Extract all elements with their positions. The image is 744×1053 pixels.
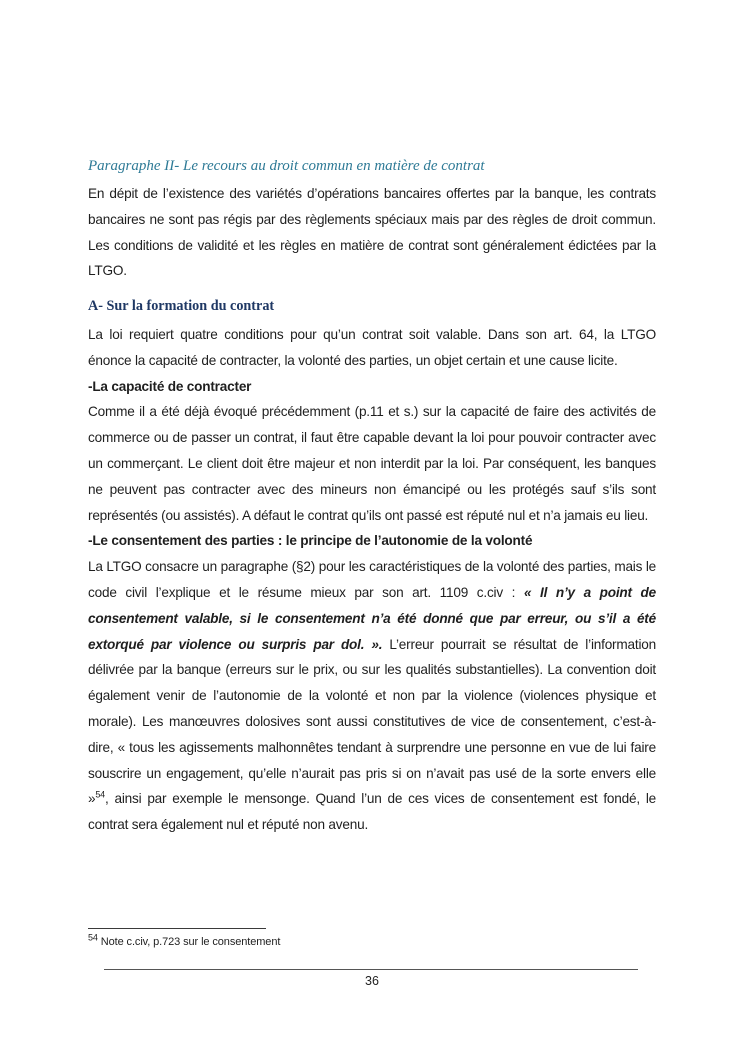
footnote-54-number: 54 bbox=[88, 932, 98, 943]
capacite-paragraph: Comme il a été déjà évoqué précédemment (p.11 et s.) sur la capacité de faire des activités de commerce ou de passer un contrat, il faut être capable devant la loi pour pouvoir contracter avec un commerçant. Le client doit être majeur et non interdit par la loi. Par conséquent, les banques ne peuvent pas contracter avec des mineurs non émancipé ou les protégés sauf s’ils sont représentés (ou assistés). A défaut le contrat qu’ils ont passé est réputé nul et n’a jamais eu lieu. bbox=[88, 404, 656, 523]
section-a-heading: A- Sur la formation du contrat bbox=[88, 298, 275, 315]
footnote-reference-54: 54 bbox=[95, 789, 105, 800]
paragraphe-ii-heading: Paragraphe II- Le recours au droit commun en matière de contrat bbox=[88, 158, 485, 174]
capacite-subheading: -La capacité de contracter bbox=[88, 378, 252, 394]
footnote-area bbox=[88, 928, 656, 950]
consentement-paragraph bbox=[88, 554, 656, 838]
page-number: 36 bbox=[365, 974, 379, 988]
footnote-54 bbox=[88, 932, 656, 950]
consentement-lead-text: La LTGO consacre un paragraphe (§2) pour les caractéristiques de la volonté des parties, mais le code civil l’explique et le résume mieux par son art. 1109 c.civ : bbox=[88, 559, 656, 600]
footer-rule bbox=[104, 969, 638, 970]
consentement-tail-text: , ainsi par exemple le mensonge. Quand l’un de ces vices de consentement est fondé, le contrat sera également nul et réputé non avenu. bbox=[88, 791, 656, 833]
consentement-subheading: -Le consentement des parties : le principe de l’autonomie de la volonté bbox=[88, 533, 533, 549]
consentement-body-text: L’erreur pourrait se résultat de l’information délivrée par la banque (erreurs sur le prix, ou sur les qualités substantielles). La convention doit également venir de l’autonomie de la volonté et non par la violence (violences physique et morale). Les manœuvres dolosives sont aussi constitutives de vice de consentement, c’est-à-dire, « tous les agissements malhonnêtes tendant à surprendre une personne en vue de lui faire souscrire un engagement, qu’elle n’aurait pas pris si on n’avait pas usé de la sorte envers elle » bbox=[88, 636, 656, 807]
footnote-separator bbox=[88, 928, 266, 929]
conditions-paragraph: La loi requiert quatre conditions pour qu’un contrat soit valable. Dans son art. 64, la LTGO énonce la capacité de contracter, la volonté des parties, un objet certain et une cause licite. bbox=[88, 326, 656, 368]
footnote-54-text: Note c.civ, p.723 sur le consentement bbox=[97, 936, 281, 948]
page-content bbox=[88, 153, 656, 838]
civil-code-quote: « Il n’y a point de consentement valable, si le consentement n’a été donné que par erreur, ou s’il a été extorqué par violence ou surpris par dol. ». bbox=[88, 584, 656, 652]
intro-paragraph: En dépit de l’existence des variétés d’opérations bancaires offertes par la banque, les contrats bancaires ne sont pas régis par des règlements spéciaux mais par des règles de droit commun. Les conditions de validité et les règles en matière de contrat sont généralement édictées par la LTGO. bbox=[88, 186, 656, 279]
